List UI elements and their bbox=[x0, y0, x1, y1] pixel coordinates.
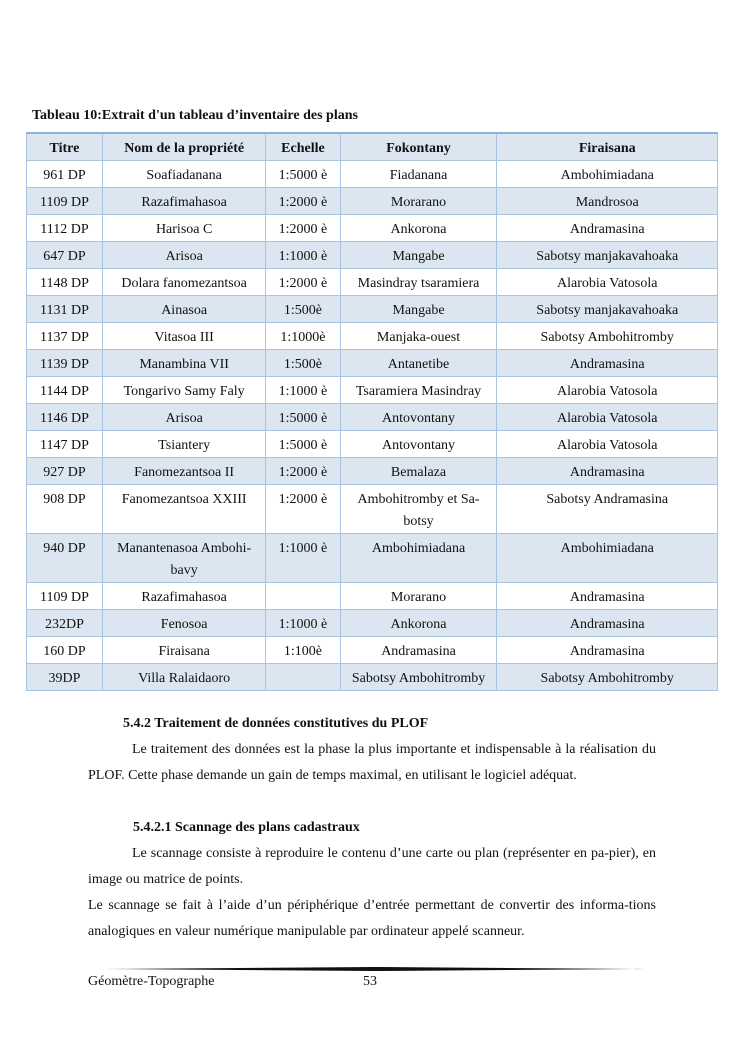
titre-cell: 940 DP bbox=[27, 534, 103, 583]
echelle-cell: 1:1000 è bbox=[266, 242, 340, 269]
echelle-cell: 1:5000 è bbox=[266, 404, 340, 431]
firaisana-cell: Sabotsy Andramasina bbox=[497, 485, 718, 534]
table-row bbox=[27, 534, 718, 583]
footer-text: Géomètre-Topographe bbox=[88, 974, 215, 989]
table-row bbox=[27, 161, 718, 188]
firaisana-cell: Sabotsy Ambohitromby bbox=[497, 323, 718, 350]
titre-cell: 1147 DP bbox=[27, 431, 103, 458]
titre-cell: 1109 DP bbox=[27, 188, 103, 215]
titre-cell: 1146 DP bbox=[27, 404, 103, 431]
firaisana-cell: Ambohimiadana bbox=[497, 534, 718, 583]
nom-cell: Harisoa C bbox=[102, 215, 265, 242]
table-row bbox=[27, 296, 718, 323]
echelle-cell: 1:1000 è bbox=[266, 610, 340, 637]
firaisana-cell: Alarobia Vatosola bbox=[497, 377, 718, 404]
nom-cell: Ainasoa bbox=[102, 296, 265, 323]
fokontany-cell: Bemalaza bbox=[340, 458, 497, 485]
nom-cell: Dolara fanomezantsoa bbox=[102, 269, 265, 296]
firaisana-cell: Ambohimiadana bbox=[497, 161, 718, 188]
titre-cell: 1137 DP bbox=[27, 323, 103, 350]
nom-cell: Arisoa bbox=[102, 242, 265, 269]
paragraph-traitement: Le traitement des données est la phase la plus importante et indispensable à la réalisation du PLOF. Cette phase demande un gain de temps maximal, en utilisant le logiciel adéquat. bbox=[88, 742, 656, 783]
titre-cell: 647 DP bbox=[27, 242, 103, 269]
firaisana-cell: Andramasina bbox=[497, 583, 718, 610]
nom-cell: Tongarivo Samy Faly bbox=[102, 377, 265, 404]
table-row bbox=[27, 350, 718, 377]
echelle-cell: 1:500è bbox=[266, 296, 340, 323]
fokontany-cell: Ambohimiadana bbox=[340, 534, 497, 583]
fokontany-cell: Antanetibe bbox=[340, 350, 497, 377]
echelle-cell: 1:5000 è bbox=[266, 161, 340, 188]
firaisana-cell: Alarobia Vatosola bbox=[497, 269, 718, 296]
titre-cell: 39DP bbox=[27, 664, 103, 691]
fokontany-cell: Antovontany bbox=[340, 404, 497, 431]
nom-cell: Firaisana bbox=[102, 637, 265, 664]
nom-cell: Vitasoa III bbox=[102, 323, 265, 350]
nom-cell: Manantenasoa Ambohi- bavy bbox=[102, 534, 265, 583]
paragraph-scannage-definition: Le scannage consiste à reproduire le contenu d’une carte ou plan (représenter en pa-pier), en image ou matrice de points. bbox=[88, 846, 656, 887]
firaisana-cell: Sabotsy Ambohitromby bbox=[497, 664, 718, 691]
titre-cell: 961 DP bbox=[27, 161, 103, 188]
titre-cell: 1109 DP bbox=[27, 583, 103, 610]
echelle-cell: 1:1000 è bbox=[266, 534, 340, 583]
firaisana-cell: Sabotsy manjakavahoaka bbox=[497, 242, 718, 269]
fokontany-cell: Ambohitromby et Sa- botsy bbox=[340, 485, 497, 534]
page-number: 53 bbox=[363, 974, 377, 989]
nom-cell: Manambina VII bbox=[102, 350, 265, 377]
titre-cell: 908 DP bbox=[27, 485, 103, 534]
table-row bbox=[27, 637, 718, 664]
nom-cell: Fanomezantsoa II bbox=[102, 458, 265, 485]
firaisana-cell: Alarobia Vatosola bbox=[497, 431, 718, 458]
header-firaisana: Firaisana bbox=[497, 133, 718, 161]
echelle-cell: 1:2000 è bbox=[266, 188, 340, 215]
nom-cell: Villa Ralaidaoro bbox=[102, 664, 265, 691]
table-row bbox=[27, 458, 718, 485]
table-header-row bbox=[27, 133, 718, 161]
fokontany-cell: Manjaka-ouest bbox=[340, 323, 497, 350]
echelle-cell: 1:100è bbox=[266, 637, 340, 664]
titre-cell: 1139 DP bbox=[27, 350, 103, 377]
table-row bbox=[27, 583, 718, 610]
table-row bbox=[27, 431, 718, 458]
nom-cell: Soafiadanana bbox=[102, 161, 265, 188]
firaisana-cell: Alarobia Vatosola bbox=[497, 404, 718, 431]
nom-cell: Arisoa bbox=[102, 404, 265, 431]
echelle-cell: 1:500è bbox=[266, 350, 340, 377]
fokontany-cell: Tsaramiera Masindray bbox=[340, 377, 497, 404]
fokontany-cell: Mangabe bbox=[340, 242, 497, 269]
echelle-cell bbox=[266, 664, 340, 691]
nom-cell: Razafimahasoa bbox=[102, 583, 265, 610]
firaisana-cell: Andramasina bbox=[497, 215, 718, 242]
nom-cell: Razafimahasoa bbox=[102, 188, 265, 215]
firaisana-cell: Andramasina bbox=[497, 350, 718, 377]
echelle-cell: 1:1000è bbox=[266, 323, 340, 350]
fokontany-cell: Morarano bbox=[340, 188, 497, 215]
table-row bbox=[27, 215, 718, 242]
firaisana-cell: Mandrosoa bbox=[497, 188, 718, 215]
table-body bbox=[27, 161, 718, 691]
titre-cell: 927 DP bbox=[27, 458, 103, 485]
table-caption: Tableau 10:Extrait d'un tableau d’inventaire des plans bbox=[32, 108, 358, 123]
table-row bbox=[27, 188, 718, 215]
fokontany-cell: Andramasina bbox=[340, 637, 497, 664]
echelle-cell bbox=[266, 583, 340, 610]
header-titre: Titre bbox=[27, 133, 103, 161]
table-row bbox=[27, 242, 718, 269]
table-row bbox=[27, 404, 718, 431]
fokontany-cell: Masindray tsaramiera bbox=[340, 269, 497, 296]
inventory-table bbox=[26, 132, 718, 691]
echelle-cell: 1:2000 è bbox=[266, 269, 340, 296]
titre-cell: 1144 DP bbox=[27, 377, 103, 404]
echelle-cell: 1:5000 è bbox=[266, 431, 340, 458]
table-row bbox=[27, 377, 718, 404]
echelle-cell: 1:2000 è bbox=[266, 215, 340, 242]
table-row bbox=[27, 610, 718, 637]
table-row bbox=[27, 323, 718, 350]
titre-cell: 160 DP bbox=[27, 637, 103, 664]
echelle-cell: 1:2000 è bbox=[266, 458, 340, 485]
footer-rule bbox=[104, 967, 644, 971]
titre-cell: 232DP bbox=[27, 610, 103, 637]
fokontany-cell: Antovontany bbox=[340, 431, 497, 458]
paragraph-scannage-peripherique: Le scannage se fait à l’aide d’un périphérique d’entrée permettant de convertir des informa-tions analogiques en valeur numérique manipulable par ordinateur appelé scanneur. bbox=[88, 898, 656, 939]
firaisana-cell: Andramasina bbox=[497, 610, 718, 637]
nom-cell: Tsiantery bbox=[102, 431, 265, 458]
echelle-cell: 1:2000 è bbox=[266, 485, 340, 534]
fokontany-cell: Sabotsy Ambohitromby bbox=[340, 664, 497, 691]
subsection-heading: 5.4.2.1 Scannage des plans cadastraux bbox=[133, 820, 360, 835]
firaisana-cell: Sabotsy manjakavahoaka bbox=[497, 296, 718, 323]
echelle-cell: 1:1000 è bbox=[266, 377, 340, 404]
header-nom-propriete: Nom de la propriété bbox=[102, 133, 265, 161]
fokontany-cell: Ankorona bbox=[340, 610, 497, 637]
fokontany-cell: Morarano bbox=[340, 583, 497, 610]
titre-cell: 1148 DP bbox=[27, 269, 103, 296]
fokontany-cell: Mangabe bbox=[340, 296, 497, 323]
titre-cell: 1131 DP bbox=[27, 296, 103, 323]
table-row bbox=[27, 485, 718, 534]
table-row bbox=[27, 269, 718, 296]
firaisana-cell: Andramasina bbox=[497, 637, 718, 664]
header-fokontany: Fokontany bbox=[340, 133, 497, 161]
nom-cell: Fanomezantsoa XXIII bbox=[102, 485, 265, 534]
table-row bbox=[27, 664, 718, 691]
section-heading: 5.4.2 Traitement de données constitutives du PLOF bbox=[123, 716, 429, 731]
fokontany-cell: Fiadanana bbox=[340, 161, 497, 188]
header-echelle: Echelle bbox=[266, 133, 340, 161]
titre-cell: 1112 DP bbox=[27, 215, 103, 242]
firaisana-cell: Andramasina bbox=[497, 458, 718, 485]
nom-cell: Fenosoa bbox=[102, 610, 265, 637]
fokontany-cell: Ankorona bbox=[340, 215, 497, 242]
